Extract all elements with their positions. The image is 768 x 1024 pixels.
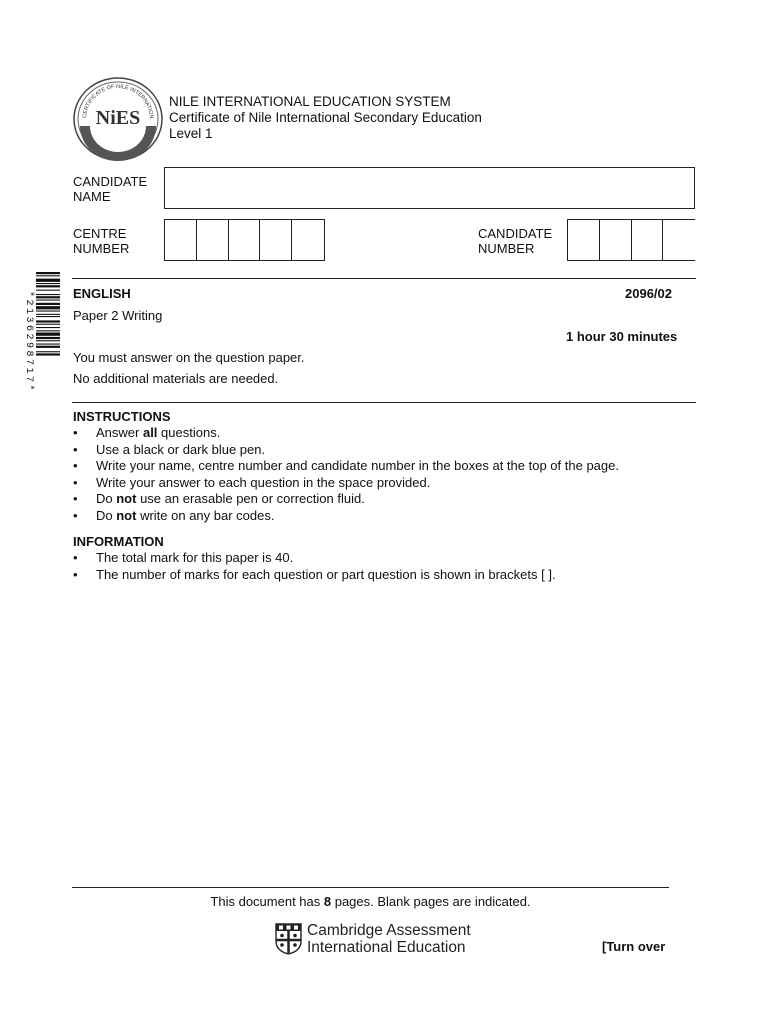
instruction-item: • Do not use an erasable pen or correction fluid. bbox=[73, 491, 693, 508]
barcode bbox=[36, 272, 60, 412]
level: Level 1 bbox=[169, 126, 213, 141]
divider-top bbox=[72, 278, 696, 279]
instruction-item: • Answer all questions. bbox=[73, 425, 693, 442]
cambridge-brand bbox=[307, 922, 471, 956]
instruction-item: • Do not write on any bar codes. bbox=[73, 508, 693, 525]
header-text bbox=[169, 94, 482, 142]
information-item: • The number of marks for each question or part question is shown in brackets [ ]. bbox=[73, 567, 693, 584]
logo-ring-text: CERTIFICATE OF NILE INTERNATION bbox=[82, 83, 155, 119]
certificate-name: Certificate of Nile International Secondary Education bbox=[169, 110, 482, 125]
candidate-number-label: CANDIDATE NUMBER bbox=[478, 226, 553, 256]
note-answer-on-paper: You must answer on the question paper. bbox=[73, 350, 305, 365]
brand-line-1: Cambridge Assessment bbox=[307, 922, 471, 939]
candidate-name-field[interactable] bbox=[164, 167, 695, 209]
nies-logo bbox=[72, 76, 164, 162]
paper-title: Paper 2 Writing bbox=[73, 308, 163, 323]
paper-code: 2096/02 bbox=[625, 286, 672, 301]
information-list bbox=[73, 550, 693, 583]
centre-number-label: CENTRE NUMBER bbox=[73, 226, 130, 256]
information-heading: INFORMATION bbox=[73, 534, 164, 549]
barcode-number: *2136298717* bbox=[23, 290, 34, 393]
centre-number-field[interactable] bbox=[164, 219, 325, 261]
instruction-item: • Write your answer to each question in the space provided. bbox=[73, 475, 693, 492]
duration: 1 hour 30 minutes bbox=[566, 329, 678, 344]
cambridge-crest-icon bbox=[275, 923, 302, 955]
org-name: NILE INTERNATIONAL EDUCATION SYSTEM bbox=[169, 94, 451, 109]
instructions-heading: INSTRUCTIONS bbox=[73, 409, 171, 424]
candidate-name-label: CANDIDATE NAME bbox=[73, 174, 148, 204]
turn-over: [Turn over bbox=[602, 939, 666, 954]
instructions-list bbox=[73, 425, 693, 524]
note-no-materials: No additional materials are needed. bbox=[73, 371, 279, 386]
candidate-number-field[interactable] bbox=[567, 219, 695, 261]
instruction-item: • Use a black or dark blue pen. bbox=[73, 442, 693, 459]
page-count-note: This document has 8 pages. Blank pages are indicated. bbox=[210, 894, 531, 909]
subject: ENGLISH bbox=[73, 286, 131, 301]
logo-text: NiES bbox=[95, 107, 141, 129]
information-item: • The total mark for this paper is 40. bbox=[73, 550, 693, 567]
divider-middle bbox=[72, 402, 696, 403]
instruction-item: • Write your name, centre number and candidate number in the boxes at the top of the page. bbox=[73, 458, 693, 475]
brand-line-2: International Education bbox=[307, 939, 466, 956]
divider-footer bbox=[72, 887, 669, 888]
